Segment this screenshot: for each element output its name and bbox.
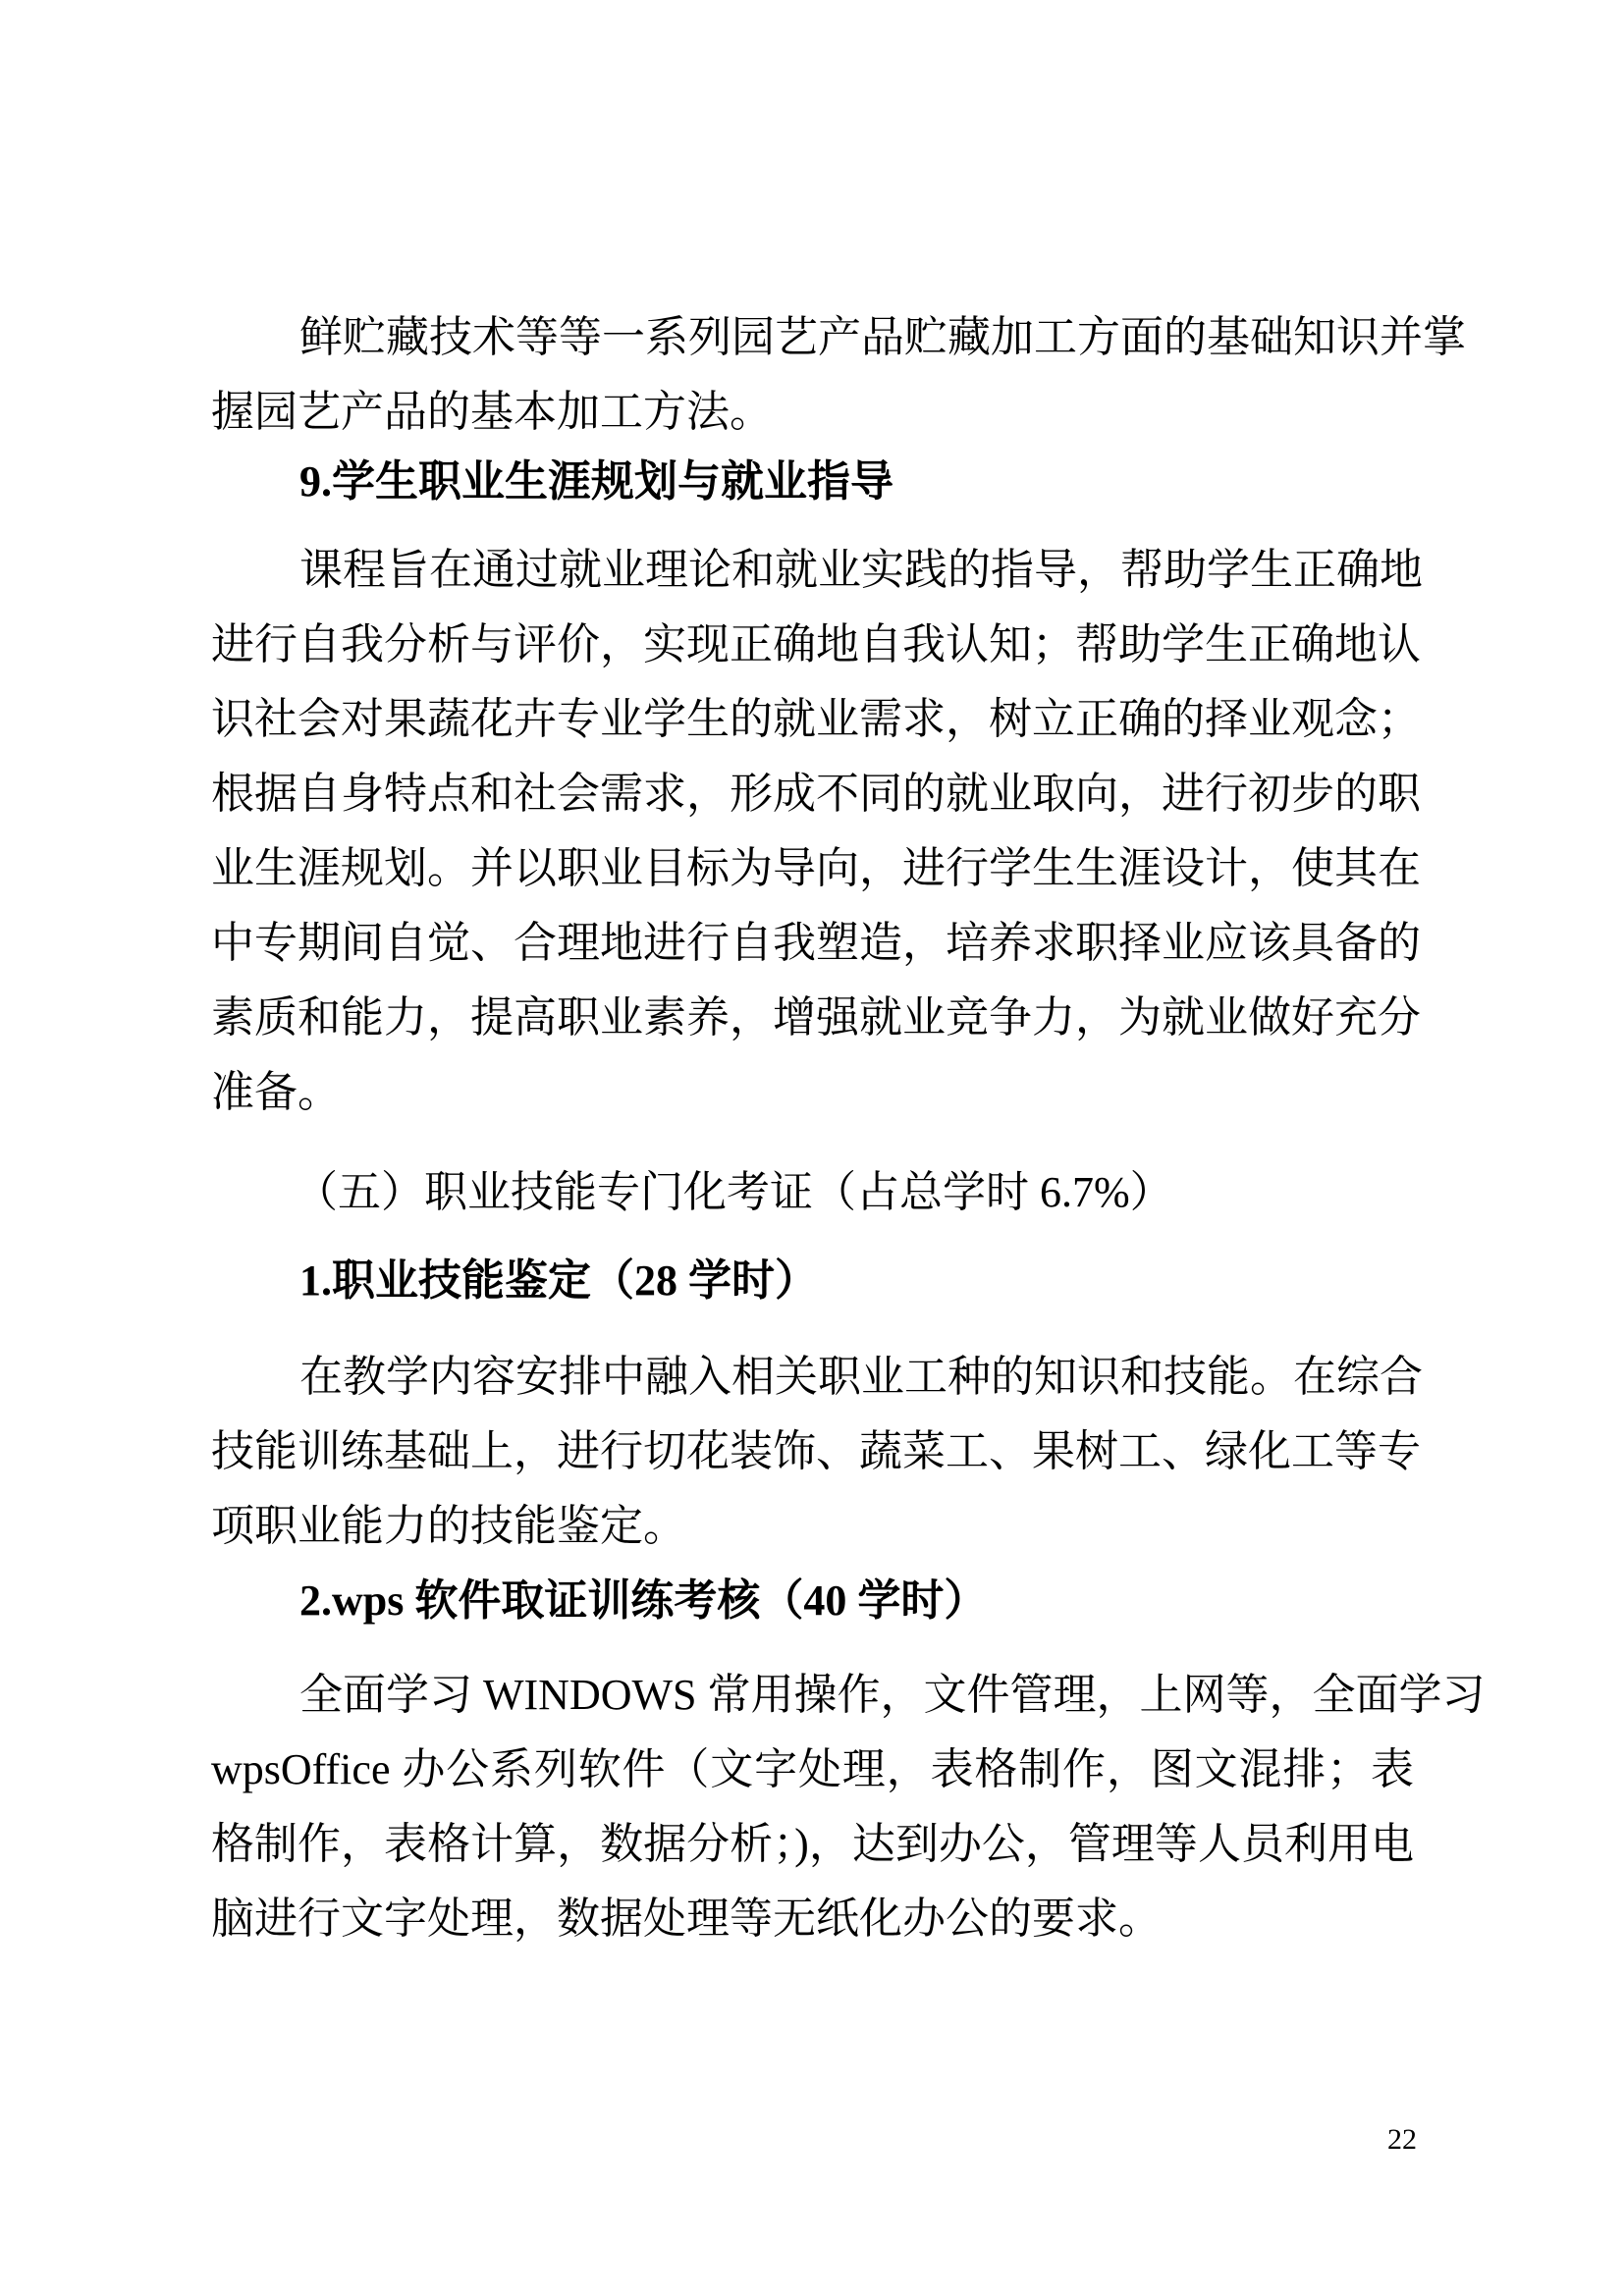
paragraph-line: 准备。 — [211, 1068, 341, 1116]
paragraph-career-planning — [211, 533, 1423, 1130]
heading-2-wps-training: 2.wps 软件取证训练考核（40 学时） — [299, 1576, 988, 1625]
paragraph-line: wpsOffice 办公系列软件（文字处理，表格制作，图文混排；表 — [211, 1745, 1414, 1793]
paragraph-line: 素质和能力，提高职业素养，增强就业竞争力，为就业做好充分 — [211, 993, 1421, 1041]
paragraph-line: 根据自身特点和社会需求，形成不同的就业取向，进行初步的职 — [211, 770, 1421, 818]
paragraph-wps-training — [211, 1658, 1486, 1956]
paragraph-line: 握园艺产品的基本加工方法。 — [211, 388, 773, 436]
heading-9-career-planning: 9.学生职业生涯规划与就业指导 — [299, 457, 893, 506]
paragraph-line: 技能训练基础上，进行切花装饰、蔬菜工、果树工、绿化工等专 — [211, 1427, 1421, 1475]
paragraph-line: 课程旨在通过就业理论和就业实践的指导，帮助学生正确地 — [299, 546, 1423, 594]
page-number: 22 — [1387, 2123, 1417, 2156]
paragraph-storage-tech — [211, 300, 1466, 450]
paragraph-line: 进行自我分析与评价，实现正确地自我认知；帮助学生正确地认 — [211, 620, 1421, 668]
paragraph-line: 中专期间自觉、合理地进行自我塑造，培养求职择业应该具备的 — [211, 919, 1421, 967]
heading-1-skill-appraisal: 1.职业技能鉴定（28 学时） — [299, 1256, 818, 1305]
paragraph-line: 脑进行文字处理，数据处理等无纸化办公的要求。 — [211, 1895, 1162, 1943]
paragraph-line: 项职业能力的技能鉴定。 — [211, 1502, 686, 1550]
paragraph-line: 格制作，表格计算，数据分析；)，达到办公，管理等人员利用电 — [211, 1820, 1414, 1868]
section-5-certification: （五）职业技能专门化考证（占总学时 6.7%） — [295, 1168, 1173, 1216]
paragraph-line: 业生涯规划。并以职业目标为导向，进行学生生涯设计，使其在 — [211, 844, 1421, 892]
paragraph-skill-appraisal — [211, 1340, 1423, 1564]
paragraph-line: 全面学习 WINDOWS 常用操作，文件管理，上网等，全面学习 — [299, 1671, 1486, 1719]
paragraph-line: 识社会对果蔬花卉专业学生的就业需求，树立正确的择业观念； — [211, 695, 1421, 743]
paragraph-line: 鲜贮藏技术等等一系列园艺产品贮藏加工方面的基础知识并掌 — [299, 313, 1466, 361]
paragraph-line: 在教学内容安排中融入相关职业工种的知识和技能。在综合 — [299, 1353, 1423, 1401]
